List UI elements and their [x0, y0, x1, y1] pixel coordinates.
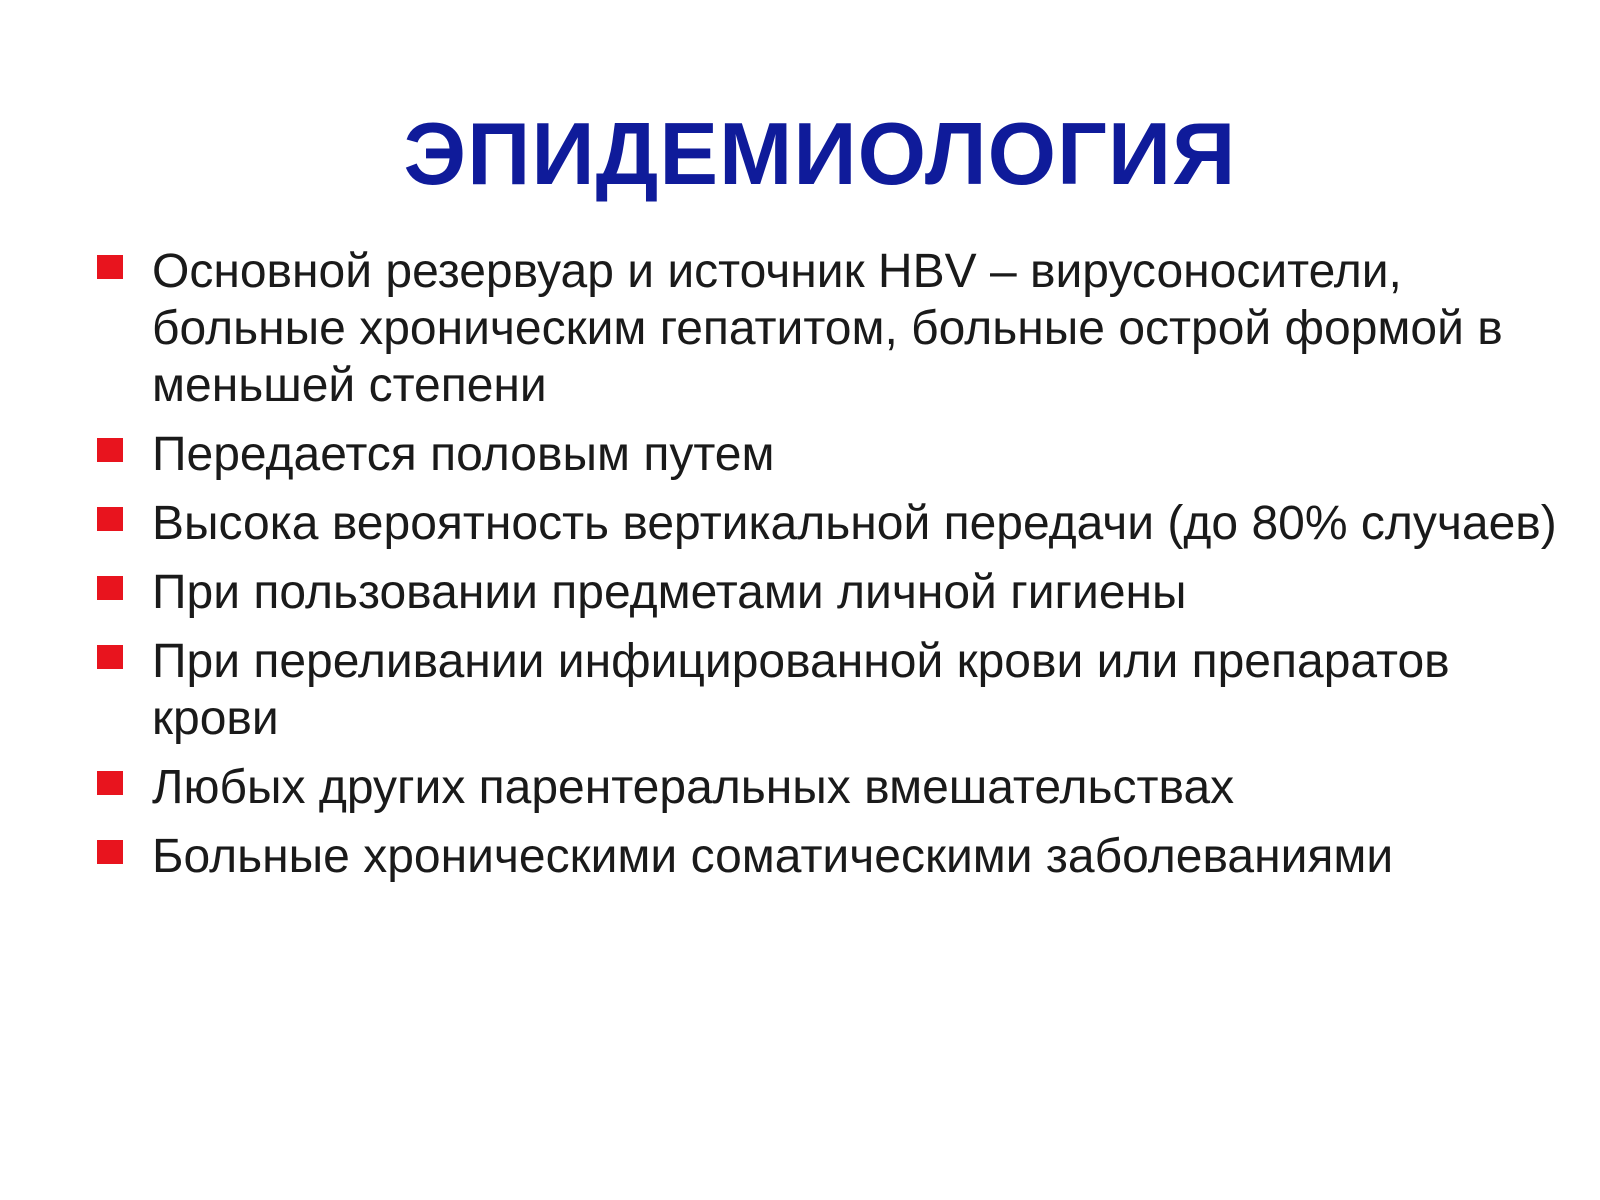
bullet-text: Любых других парентеральных вмешательствах	[152, 761, 1235, 814]
red-square-bullet-icon	[97, 507, 123, 531]
bullet-list	[0, 243, 1600, 897]
bullet-item	[0, 633, 1600, 747]
bullet-item	[0, 828, 1600, 885]
bullet-item	[0, 426, 1600, 483]
bullet-item	[0, 495, 1600, 552]
bullet-item	[0, 564, 1600, 621]
slide-title: ЭПИДЕМИОЛОГИЯ	[403, 104, 1237, 203]
bullet-text: Передается половым путем	[152, 428, 775, 481]
bullet-text: Больные хроническими соматическими заболеваниями	[152, 830, 1394, 883]
red-square-bullet-icon	[97, 576, 123, 600]
bullet-item	[0, 759, 1600, 816]
bullet-text: Основной резервуар и источник HBV – вирусоносители, больные хроническим гепатитом, больные острой формой в меньшей степени	[152, 245, 1503, 412]
red-square-bullet-icon	[97, 645, 123, 669]
bullet-text: При пользовании предметами личной гигиены	[152, 566, 1187, 619]
bullet-text: При переливании инфицированной крови или препаратов крови	[152, 635, 1450, 745]
bullet-text: Высока вероятность вертикальной передачи (до 80% случаев)	[152, 497, 1557, 550]
bullet-item	[0, 243, 1600, 414]
red-square-bullet-icon	[97, 840, 123, 864]
red-square-bullet-icon	[97, 771, 123, 795]
red-square-bullet-icon	[97, 255, 123, 279]
red-square-bullet-icon	[97, 438, 123, 462]
